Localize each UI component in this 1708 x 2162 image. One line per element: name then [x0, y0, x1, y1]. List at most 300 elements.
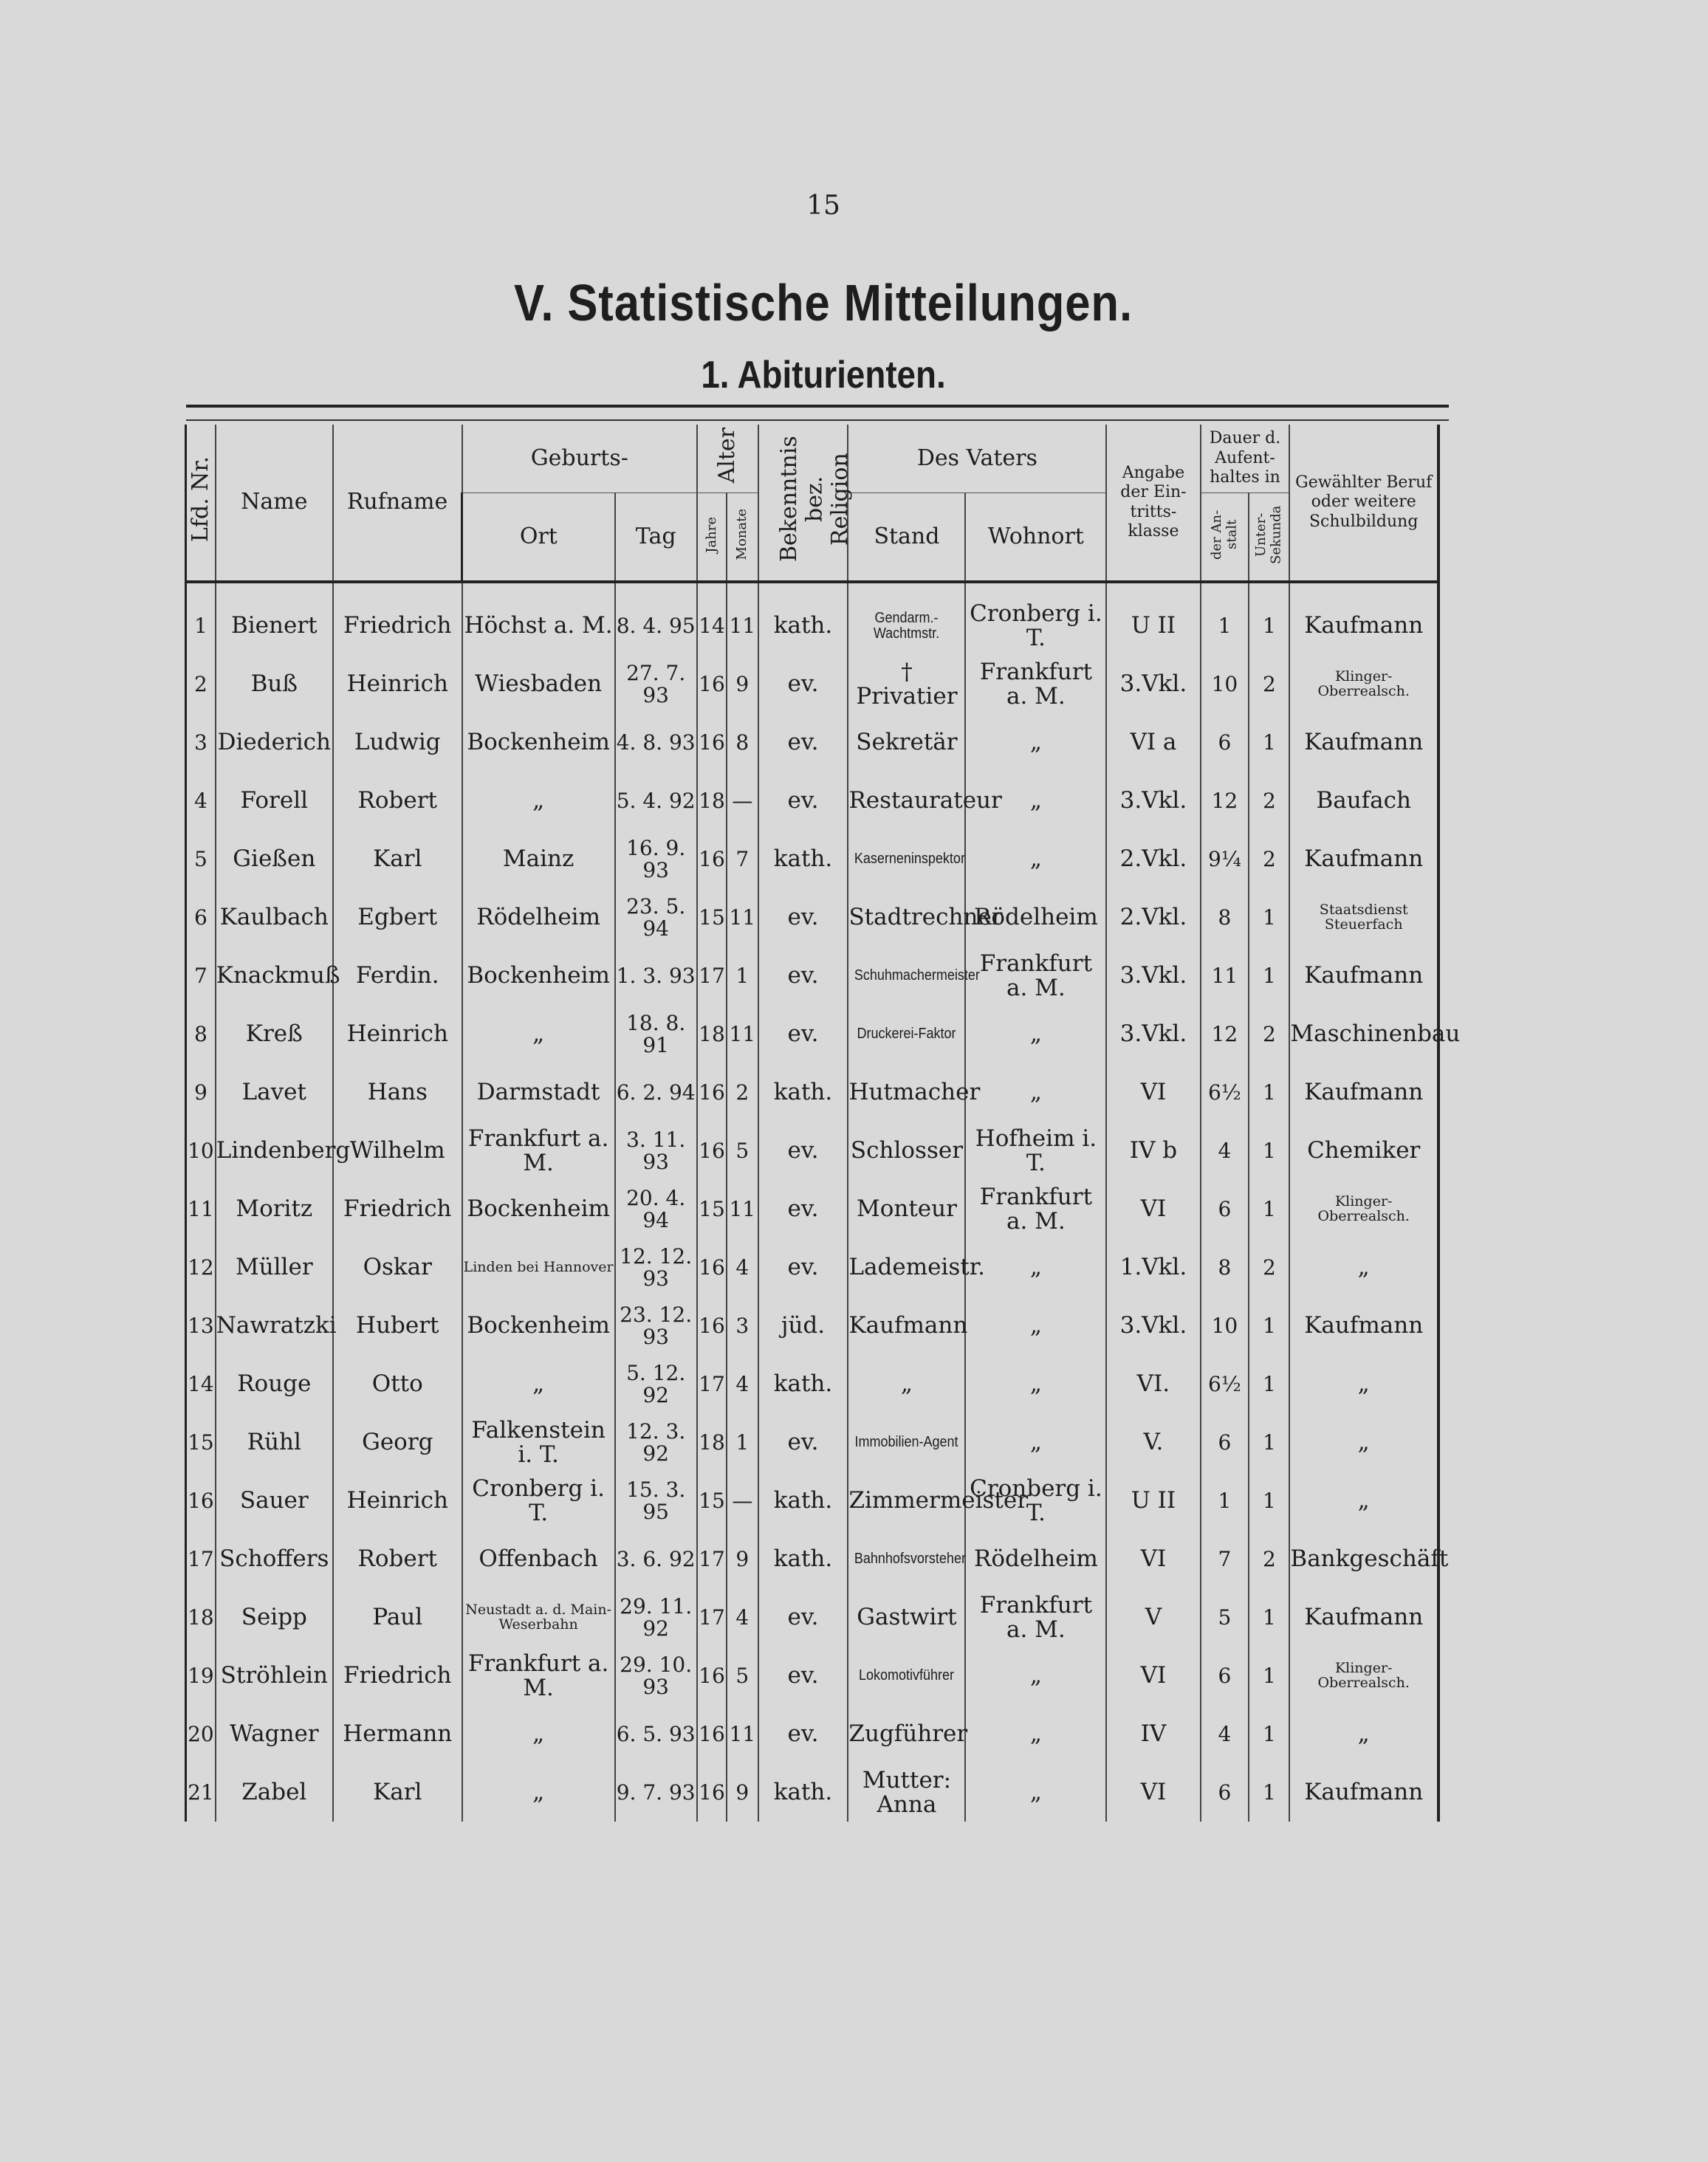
cell-monate: 9: [727, 655, 758, 713]
cell-monate: 11: [727, 1180, 758, 1238]
cell-rufname: Hubert: [333, 1297, 462, 1355]
cell-klasse: 3.Vkl.: [1106, 947, 1200, 1005]
table-row: [186, 1180, 1439, 1238]
cell-anstalt: 7: [1201, 1530, 1249, 1588]
cell-bekenntnis: ev.: [758, 888, 848, 947]
cell-name: Bienert: [216, 582, 333, 655]
cell-unter-sekunda: 2: [1249, 830, 1289, 888]
cell-bekenntnis: jüd.: [758, 1297, 848, 1355]
cell-ort: Falkenstein i. T.: [462, 1413, 615, 1472]
table-row: [186, 947, 1439, 1005]
cell-monate: 11: [727, 582, 758, 655]
cell-anstalt: 4: [1201, 1705, 1249, 1763]
cell-anstalt: 6: [1201, 1180, 1249, 1238]
cell-name: Gießen: [216, 830, 333, 888]
cell-klasse: VI: [1106, 1763, 1200, 1822]
cell-jahre: 16: [697, 1122, 727, 1180]
cell-rufname: Karl: [333, 830, 462, 888]
cell-stand: † Privatier: [848, 655, 965, 713]
cell-monate: 2: [727, 1063, 758, 1122]
cell-wohnort: Frankfurt a. M.: [965, 655, 1106, 713]
cell-stand: Gastwirt: [848, 1588, 965, 1647]
cell-nr: 20: [186, 1705, 216, 1763]
cell-beruf: Kaufmann: [1289, 1763, 1438, 1822]
cell-unter-sekunda: 1: [1249, 1763, 1289, 1822]
cell-anstalt: 6½: [1201, 1355, 1249, 1413]
cell-ort: Darmstadt: [462, 1063, 615, 1122]
cell-monate: 5: [727, 1122, 758, 1180]
cell-jahre: 17: [697, 1530, 727, 1588]
cell-tag: 4. 8. 93: [615, 713, 697, 772]
cell-beruf: Staatsdienst Steuerfach: [1289, 888, 1438, 947]
cell-monate: 1: [727, 947, 758, 1005]
header-unter-sekunda: Unter-Sekunda: [1249, 493, 1289, 583]
table-row: [186, 655, 1439, 713]
cell-name: Lindenberg: [216, 1122, 333, 1180]
cell-klasse: VI.: [1106, 1355, 1200, 1413]
cell-name: Buß: [216, 655, 333, 713]
cell-unter-sekunda: 1: [1249, 1647, 1289, 1705]
cell-unter-sekunda: 1: [1249, 888, 1289, 947]
cell-bekenntnis: ev.: [758, 655, 848, 713]
cell-name: Zabel: [216, 1763, 333, 1822]
header-dauer: Dauer d. Aufent-haltes in: [1201, 425, 1290, 493]
cell-klasse: 3.Vkl.: [1106, 1297, 1200, 1355]
cell-beruf: Maschinenbau: [1289, 1005, 1438, 1063]
cell-nr: 19: [186, 1647, 216, 1705]
cell-beruf: Kaufmann: [1289, 947, 1438, 1005]
cell-nr: 13: [186, 1297, 216, 1355]
cell-klasse: VI: [1106, 1530, 1200, 1588]
cell-klasse: U II: [1106, 582, 1200, 655]
cell-unter-sekunda: 1: [1249, 1413, 1289, 1472]
table-row: [186, 1413, 1439, 1472]
cell-jahre: 15: [697, 1472, 727, 1530]
table-row: [186, 1588, 1439, 1647]
cell-jahre: 18: [697, 772, 727, 830]
table-row: [186, 582, 1439, 655]
cell-nr: 10: [186, 1122, 216, 1180]
cell-jahre: 17: [697, 947, 727, 1005]
cell-tag: 5. 12. 92: [615, 1355, 697, 1413]
cell-wohnort: „: [965, 1355, 1106, 1413]
cell-rufname: Hermann: [333, 1705, 462, 1763]
cell-beruf: Baufach: [1289, 772, 1438, 830]
cell-anstalt: 1: [1201, 1472, 1249, 1530]
cell-klasse: VI: [1106, 1180, 1200, 1238]
cell-nr: 12: [186, 1238, 216, 1297]
cell-bekenntnis: ev.: [758, 1122, 848, 1180]
cell-jahre: 16: [697, 830, 727, 888]
cell-unter-sekunda: 1: [1249, 1472, 1289, 1530]
cell-name: Forell: [216, 772, 333, 830]
cell-anstalt: 8: [1201, 1238, 1249, 1297]
header-monate: Monate: [727, 493, 758, 583]
cell-anstalt: 12: [1201, 772, 1249, 830]
cell-klasse: V.: [1106, 1413, 1200, 1472]
cell-stand: Zugführer: [848, 1705, 965, 1763]
cell-name: Sauer: [216, 1472, 333, 1530]
cell-bekenntnis: kath.: [758, 1472, 848, 1530]
cell-nr: 21: [186, 1763, 216, 1822]
page-number: 15: [806, 191, 840, 221]
cell-unter-sekunda: 1: [1249, 947, 1289, 1005]
header-name: Name: [216, 425, 333, 582]
cell-klasse: VI a: [1106, 713, 1200, 772]
cell-name: Nawratzki: [216, 1297, 333, 1355]
cell-klasse: IV: [1106, 1705, 1200, 1763]
cell-beruf: Kaufmann: [1289, 1588, 1438, 1647]
cell-anstalt: 10: [1201, 1297, 1249, 1355]
cell-nr: 11: [186, 1180, 216, 1238]
table-row: [186, 1763, 1439, 1822]
cell-bekenntnis: ev.: [758, 713, 848, 772]
cell-unter-sekunda: 1: [1249, 1297, 1289, 1355]
table-header: [186, 425, 1439, 582]
table-row: [186, 1530, 1439, 1588]
cell-stand: Bahnhofsvorsteher: [854, 1530, 959, 1588]
cell-jahre: 17: [697, 1355, 727, 1413]
cell-beruf: „: [1289, 1472, 1438, 1530]
cell-beruf: Klinger-Oberrealsch.: [1289, 655, 1438, 713]
cell-ort: „: [462, 1355, 615, 1413]
cell-tag: 3. 6. 92: [615, 1530, 697, 1588]
cell-rufname: Egbert: [333, 888, 462, 947]
cell-ort: Mainz: [462, 830, 615, 888]
cell-ort: Bockenheim: [462, 713, 615, 772]
cell-tag: 29. 10. 93: [615, 1647, 697, 1705]
cell-unter-sekunda: 1: [1249, 1355, 1289, 1413]
cell-monate: 1: [727, 1413, 758, 1472]
header-jahre: Jahre: [697, 493, 727, 583]
cell-bekenntnis: kath.: [758, 1355, 848, 1413]
cell-nr: 8: [186, 1005, 216, 1063]
cell-monate: 4: [727, 1238, 758, 1297]
cell-stand: Druckerei-Faktor: [854, 1005, 959, 1063]
cell-rufname: Ludwig: [333, 713, 462, 772]
table-row: [186, 1063, 1439, 1122]
cell-nr: 1: [186, 582, 216, 655]
cell-jahre: 15: [697, 1180, 727, 1238]
cell-bekenntnis: kath.: [758, 582, 848, 655]
cell-rufname: Paul: [333, 1588, 462, 1647]
cell-bekenntnis: ev.: [758, 772, 848, 830]
cell-jahre: 16: [697, 1238, 727, 1297]
cell-ort: Cronberg i. T.: [462, 1472, 615, 1530]
cell-tag: 15. 3. 95: [615, 1472, 697, 1530]
abiturienten-table: [185, 425, 1461, 1822]
cell-bekenntnis: ev.: [758, 1413, 848, 1472]
cell-rufname: Heinrich: [333, 1472, 462, 1530]
header-wohnort: Wohnort: [965, 493, 1106, 583]
table-row: [186, 1472, 1439, 1530]
cell-wohnort: „: [965, 1005, 1106, 1063]
table-row: [186, 713, 1439, 772]
cell-stand: Stadtrechner: [848, 888, 965, 947]
cell-name: Rühl: [216, 1413, 333, 1472]
cell-ort: „: [462, 1705, 615, 1763]
cell-bekenntnis: kath.: [758, 1763, 848, 1822]
cell-anstalt: 6: [1201, 1647, 1249, 1705]
cell-wohnort: „: [965, 1297, 1106, 1355]
table-row: [186, 830, 1439, 888]
cell-bekenntnis: ev.: [758, 1180, 848, 1238]
cell-ort: Wiesbaden: [462, 655, 615, 713]
table-row: [186, 1238, 1439, 1297]
cell-unter-sekunda: 1: [1249, 713, 1289, 772]
cell-anstalt: 9¼: [1201, 830, 1249, 888]
cell-stand: Kaufmann: [848, 1297, 965, 1355]
cell-name: Lavet: [216, 1063, 333, 1122]
cell-jahre: 16: [697, 1063, 727, 1122]
cell-jahre: 16: [697, 1647, 727, 1705]
cell-name: Wagner: [216, 1705, 333, 1763]
cell-rufname: Heinrich: [333, 655, 462, 713]
cell-wohnort: „: [965, 1705, 1106, 1763]
cell-nr: 18: [186, 1588, 216, 1647]
cell-anstalt: 12: [1201, 1005, 1249, 1063]
cell-tag: 1. 3. 93: [615, 947, 697, 1005]
cell-monate: 9: [727, 1763, 758, 1822]
cell-monate: 4: [727, 1588, 758, 1647]
cell-jahre: 14: [697, 582, 727, 655]
cell-unter-sekunda: 1: [1249, 1588, 1289, 1647]
cell-stand: Restaurateur: [848, 772, 965, 830]
cell-jahre: 15: [697, 888, 727, 947]
cell-bekenntnis: ev.: [758, 1238, 848, 1297]
cell-ort: Höchst a. M.: [462, 582, 615, 655]
cell-wohnort: Cronberg i. T.: [965, 582, 1106, 655]
cell-nr: 2: [186, 655, 216, 713]
cell-name: Müller: [216, 1238, 333, 1297]
cell-anstalt: 4: [1201, 1122, 1249, 1180]
cell-tag: 12. 12. 93: [615, 1238, 697, 1297]
table-row: [186, 1355, 1439, 1413]
cell-monate: 3: [727, 1297, 758, 1355]
table-row: [186, 1647, 1439, 1705]
cell-name: Kaulbach: [216, 888, 333, 947]
cell-unter-sekunda: 1: [1249, 1705, 1289, 1763]
cell-klasse: 3.Vkl.: [1106, 772, 1200, 830]
cell-jahre: 18: [697, 1413, 727, 1472]
cell-beruf: Kaufmann: [1289, 582, 1438, 655]
cell-bekenntnis: kath.: [758, 1530, 848, 1588]
cell-monate: 11: [727, 888, 758, 947]
cell-wohnort: „: [965, 830, 1106, 888]
cell-anstalt: 10: [1201, 655, 1249, 713]
cell-bekenntnis: ev.: [758, 1005, 848, 1063]
cell-unter-sekunda: 1: [1249, 1180, 1289, 1238]
cell-jahre: 18: [697, 1005, 727, 1063]
cell-tag: 23. 5. 94: [615, 888, 697, 947]
cell-ort: Linden bei Hannover: [462, 1238, 615, 1297]
cell-beruf: Bankgeschäft: [1289, 1530, 1438, 1588]
cell-nr: 16: [186, 1472, 216, 1530]
cell-wohnort: Frankfurt a. M.: [965, 1180, 1106, 1238]
cell-anstalt: 8: [1201, 888, 1249, 947]
cell-klasse: 3.Vkl.: [1106, 1005, 1200, 1063]
cell-stand: „: [848, 1355, 965, 1413]
cell-klasse: V: [1106, 1588, 1200, 1647]
header-tag: Tag: [615, 493, 697, 583]
cell-rufname: Heinrich: [333, 1005, 462, 1063]
cell-tag: 20. 4. 94: [615, 1180, 697, 1238]
cell-ort: Bockenheim: [462, 1180, 615, 1238]
cell-stand: Gendarm.-Wachtmstr.: [854, 582, 959, 655]
cell-wohnort: „: [965, 1413, 1106, 1472]
cell-monate: 8: [727, 713, 758, 772]
cell-stand: Lademeistr.: [848, 1238, 965, 1297]
cell-nr: 3: [186, 713, 216, 772]
cell-nr: 15: [186, 1413, 216, 1472]
cell-beruf: Klinger-Oberrealsch.: [1289, 1647, 1438, 1705]
cell-tag: 6. 2. 94: [615, 1063, 697, 1122]
cell-name: Moritz: [216, 1180, 333, 1238]
cell-klasse: 2.Vkl.: [1106, 830, 1200, 888]
header-geburts: Geburts-: [462, 425, 697, 493]
cell-anstalt: 11: [1201, 947, 1249, 1005]
cell-jahre: 16: [697, 1705, 727, 1763]
cell-beruf: „: [1289, 1705, 1438, 1763]
cell-tag: 5. 4. 92: [615, 772, 697, 830]
cell-wohnort: „: [965, 1063, 1106, 1122]
table-body: [186, 582, 1461, 1822]
cell-klasse: VI: [1106, 1647, 1200, 1705]
cell-jahre: 16: [697, 713, 727, 772]
header-der-anstalt: der An-stalt: [1201, 493, 1249, 583]
cell-monate: 9: [727, 1530, 758, 1588]
cell-monate: 4: [727, 1355, 758, 1413]
cell-wohnort: Rödelheim: [965, 1530, 1106, 1588]
cell-ort: Frankfurt a. M.: [462, 1647, 615, 1705]
cell-stand: Kaserneninspektor: [854, 830, 959, 888]
cell-klasse: 3.Vkl.: [1106, 655, 1200, 713]
cell-nr: 4: [186, 772, 216, 830]
cell-klasse: 1.Vkl.: [1106, 1238, 1200, 1297]
cell-nr: 9: [186, 1063, 216, 1122]
top-rule: [186, 405, 1449, 408]
cell-tag: 29. 11. 92: [615, 1588, 697, 1647]
cell-beruf: Chemiker: [1289, 1122, 1438, 1180]
cell-nr: 5: [186, 830, 216, 888]
cell-ort: Offenbach: [462, 1530, 615, 1588]
cell-stand: Lokomotivführer: [854, 1647, 959, 1705]
cell-name: Ströhlein: [216, 1647, 333, 1705]
section-subtitle: 1. Abiturienten.: [701, 354, 946, 397]
cell-name: Rouge: [216, 1355, 333, 1413]
cell-jahre: 16: [697, 655, 727, 713]
cell-unter-sekunda: 1: [1249, 1063, 1289, 1122]
cell-ort: Bockenheim: [462, 1297, 615, 1355]
header-alter: Alter: [697, 425, 758, 493]
cell-anstalt: 6: [1201, 1763, 1249, 1822]
cell-beruf: Klinger-Oberrealsch.: [1289, 1180, 1438, 1238]
cell-bekenntnis: ev.: [758, 1647, 848, 1705]
cell-name: Knackmuß: [216, 947, 333, 1005]
cell-nr: 7: [186, 947, 216, 1005]
cell-ort: „: [462, 1763, 615, 1822]
cell-wohnort: „: [965, 713, 1106, 772]
cell-rufname: Ferdin.: [333, 947, 462, 1005]
cell-unter-sekunda: 2: [1249, 1238, 1289, 1297]
cell-ort: Neustadt a. d. Main-Weserbahn: [462, 1588, 615, 1647]
cell-klasse: 2.Vkl.: [1106, 888, 1200, 947]
cell-name: Schoffers: [216, 1530, 333, 1588]
cell-klasse: U II: [1106, 1472, 1200, 1530]
cell-bekenntnis: kath.: [758, 830, 848, 888]
cell-anstalt: 1: [1201, 582, 1249, 655]
cell-bekenntnis: ev.: [758, 947, 848, 1005]
cell-rufname: Robert: [333, 1530, 462, 1588]
cell-jahre: 16: [697, 1763, 727, 1822]
cell-ort: „: [462, 772, 615, 830]
cell-rufname: Karl: [333, 1763, 462, 1822]
cell-tag: 16. 9. 93: [615, 830, 697, 888]
cell-klasse: VI: [1106, 1063, 1200, 1122]
cell-tag: 3. 11. 93: [615, 1122, 697, 1180]
page-title: V. Statistische Mitteilungen.: [514, 274, 1133, 332]
header-bekenntnis: Bekenntnis bez. Religion: [758, 425, 848, 582]
cell-wohnort: Hofheim i. T.: [965, 1122, 1106, 1180]
top-rule-secondary: [186, 419, 1449, 421]
cell-tag: 27. 7. 93: [615, 655, 697, 713]
cell-wohnort: Cronberg i. T.: [965, 1472, 1106, 1530]
cell-nr: 14: [186, 1355, 216, 1413]
cell-monate: 11: [727, 1005, 758, 1063]
table-row: [186, 1005, 1439, 1063]
cell-wohnort: Frankfurt a. M.: [965, 1588, 1106, 1647]
cell-nr: 6: [186, 888, 216, 947]
cell-ort: Rödelheim: [462, 888, 615, 947]
cell-monate: 5: [727, 1647, 758, 1705]
cell-ort: „: [462, 1005, 615, 1063]
cell-stand: Immobilien-Agent: [854, 1413, 959, 1472]
cell-unter-sekunda: 1: [1249, 1122, 1289, 1180]
header-ort: Ort: [462, 493, 615, 583]
cell-beruf: Kaufmann: [1289, 1063, 1438, 1122]
cell-stand: Schuhmachermeister: [854, 947, 959, 1005]
cell-stand: Hutmacher: [848, 1063, 965, 1122]
cell-wohnort: „: [965, 1763, 1106, 1822]
cell-name: Diederich: [216, 713, 333, 772]
cell-wohnort: „: [965, 1238, 1106, 1297]
cell-beruf: Kaufmann: [1289, 830, 1438, 888]
table-row: [186, 1297, 1439, 1355]
cell-wohnort: Rödelheim: [965, 888, 1106, 947]
cell-unter-sekunda: 2: [1249, 1005, 1289, 1063]
cell-ort: Bockenheim: [462, 947, 615, 1005]
header-des-vaters: Des Vaters: [848, 425, 1106, 493]
table-row: [186, 888, 1439, 947]
cell-anstalt: 6: [1201, 1413, 1249, 1472]
cell-anstalt: 6½: [1201, 1063, 1249, 1122]
cell-tag: 8. 4. 95: [615, 582, 697, 655]
cell-beruf: Kaufmann: [1289, 1297, 1438, 1355]
cell-rufname: Wilhelm: [333, 1122, 462, 1180]
cell-name: Seipp: [216, 1588, 333, 1647]
cell-rufname: Robert: [333, 772, 462, 830]
cell-beruf: „: [1289, 1413, 1438, 1472]
cell-beruf: „: [1289, 1355, 1438, 1413]
cell-jahre: 17: [697, 1588, 727, 1647]
cell-bekenntnis: ev.: [758, 1705, 848, 1763]
cell-tag: 12. 3. 92: [615, 1413, 697, 1472]
cell-jahre: 16: [697, 1297, 727, 1355]
cell-beruf: „: [1289, 1238, 1438, 1297]
cell-wohnort: „: [965, 772, 1106, 830]
cell-stand: Monteur: [848, 1180, 965, 1238]
cell-monate: —: [727, 772, 758, 830]
